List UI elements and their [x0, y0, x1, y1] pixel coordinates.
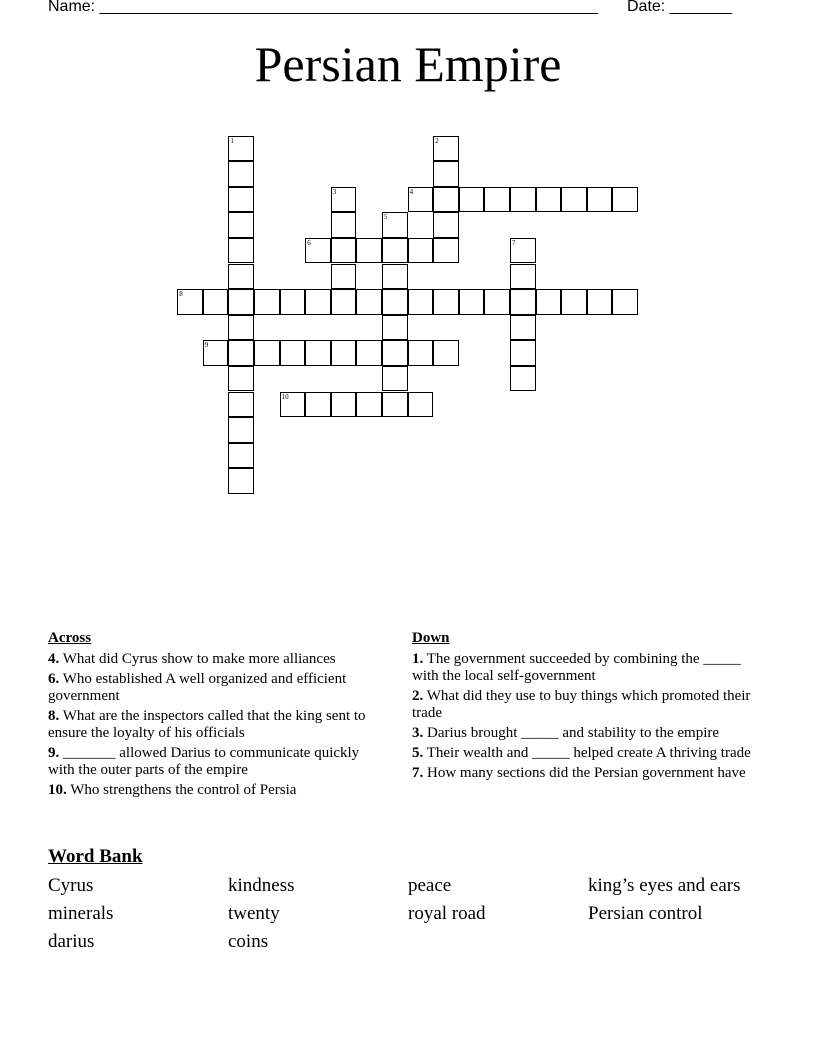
word-bank-item: darius: [48, 931, 95, 952]
crossword-cell[interactable]: [484, 289, 510, 315]
down-clues: [412, 630, 752, 785]
crossword-cell[interactable]: [356, 392, 382, 418]
crossword-cell[interactable]: [510, 289, 536, 315]
crossword-cell[interactable]: [433, 340, 459, 366]
crossword-cell[interactable]: [228, 161, 254, 187]
crossword-cell[interactable]: [228, 468, 254, 494]
crossword-cell[interactable]: [228, 417, 254, 443]
crossword-cell[interactable]: [408, 187, 434, 213]
clue-number: 7: [512, 238, 516, 247]
crossword-cell[interactable]: [382, 340, 408, 366]
crossword-cell[interactable]: [382, 238, 408, 264]
crossword-cell[interactable]: [228, 443, 254, 469]
crossword-cell[interactable]: [408, 289, 434, 315]
crossword-cell[interactable]: [612, 289, 638, 315]
across-heading: Across: [48, 630, 92, 646]
crossword-cell[interactable]: [561, 289, 587, 315]
crossword-cell[interactable]: [331, 238, 357, 264]
crossword-cell[interactable]: [382, 264, 408, 290]
crossword-cell[interactable]: [382, 392, 408, 418]
crossword-cell[interactable]: [254, 340, 280, 366]
clue-number: 8: [179, 290, 183, 299]
clue-down-2: 2. What did they use to buy things which promoted their trade: [412, 688, 751, 721]
crossword-cell[interactable]: [203, 289, 229, 315]
crossword-cell[interactable]: [510, 238, 536, 264]
crossword-cell[interactable]: [612, 187, 638, 213]
crossword-cell[interactable]: [510, 340, 536, 366]
crossword-cell[interactable]: [331, 264, 357, 290]
crossword-cell[interactable]: [356, 238, 382, 264]
crossword-cell[interactable]: [433, 161, 459, 187]
crossword-cell[interactable]: [510, 366, 536, 392]
crossword-cell[interactable]: [228, 264, 254, 290]
crossword-cell[interactable]: [433, 187, 459, 213]
crossword-cell[interactable]: [408, 392, 434, 418]
clue-down-3: 3. Darius brought _____ and stability to the empire: [412, 725, 720, 741]
crossword-cell[interactable]: [510, 264, 536, 290]
crossword-cell[interactable]: [382, 289, 408, 315]
clue-across-4: 4. What did Cyrus show to make more alliances: [48, 651, 336, 667]
crossword-cell[interactable]: [228, 187, 254, 213]
crossword-cell[interactable]: [331, 212, 357, 238]
clue-number: 3: [332, 187, 337, 196]
word-bank-item: Persian control: [588, 903, 703, 924]
clue-number: 5: [384, 213, 388, 222]
down-heading: Down: [412, 630, 450, 646]
word-bank-item: king’s eyes and ears: [588, 875, 741, 896]
clue-number: 10: [281, 392, 289, 401]
crossword-cell[interactable]: [228, 315, 254, 341]
name-field[interactable]: Name: ________________________________________________________: [48, 0, 598, 15]
word-bank-item: kindness: [228, 875, 295, 896]
crossword-cell[interactable]: [587, 187, 613, 213]
clue-number: 9: [204, 341, 209, 350]
crossword-cell[interactable]: [331, 187, 357, 213]
clue-number: 6: [307, 238, 311, 247]
crossword-cell[interactable]: [305, 392, 331, 418]
crossword-cell[interactable]: [305, 238, 331, 264]
crossword-cell[interactable]: [356, 340, 382, 366]
crossword-cell[interactable]: [382, 315, 408, 341]
page-title: Persian Empire: [254, 36, 562, 92]
clue-down-7: 7. How many sections did the Persian government have: [412, 765, 746, 781]
crossword-cell[interactable]: [536, 187, 562, 213]
clue-across-6: 6. Who established A well organized and efficient government: [48, 671, 347, 704]
word-bank-item: peace: [408, 875, 452, 896]
date-field[interactable]: Date: _______: [627, 0, 732, 15]
crossword-cell[interactable]: [433, 238, 459, 264]
crossword-cell[interactable]: [305, 289, 331, 315]
crossword-cell[interactable]: [280, 392, 306, 418]
crossword-cell[interactable]: [433, 136, 459, 162]
word-bank-heading: Word Bank: [48, 846, 143, 867]
crossword-cell[interactable]: [331, 392, 357, 418]
crossword-cell[interactable]: [228, 136, 254, 162]
crossword-cell[interactable]: [587, 289, 613, 315]
word-bank-item: royal road: [408, 903, 486, 924]
clue-number: 4: [409, 187, 414, 196]
clue-down-5: 5. Their wealth and _____ helped create A thriving trade: [412, 745, 751, 761]
crossword-cell[interactable]: [561, 187, 587, 213]
crossword-cell[interactable]: [433, 212, 459, 238]
crossword-cell[interactable]: [280, 340, 306, 366]
crossword-cell[interactable]: [228, 366, 254, 392]
crossword-cell[interactable]: [228, 392, 254, 418]
clue-across-9: 9. _______ allowed Darius to communicate quickly with the outer parts of the empire: [48, 745, 360, 778]
crossword-cell[interactable]: [331, 289, 357, 315]
word-bank-item: minerals: [48, 903, 114, 924]
crossword-cell[interactable]: [228, 238, 254, 264]
word-bank-item: coins: [228, 931, 269, 952]
crossword-cell[interactable]: [536, 289, 562, 315]
crossword-cell[interactable]: [228, 340, 254, 366]
crossword-cell[interactable]: [305, 340, 331, 366]
crossword-cell[interactable]: [177, 289, 203, 315]
across-clues: [48, 630, 388, 802]
crossword-cell[interactable]: [459, 289, 485, 315]
clue-across-10: 10. Who strengthens the control of Persia: [48, 782, 297, 798]
crossword-cell[interactable]: [408, 340, 434, 366]
clue-number: 1: [230, 136, 234, 145]
crossword-cell[interactable]: [280, 289, 306, 315]
word-bank-item: Cyrus: [48, 875, 94, 896]
clue-down-1: 1. The government succeeded by combining the _____ with the local self-government: [412, 651, 741, 684]
crossword-cell[interactable]: [408, 238, 434, 264]
crossword-cell[interactable]: [459, 187, 485, 213]
crossword-cell[interactable]: [510, 187, 536, 213]
clue-across-8: 8. What are the inspectors called that the king sent to ensure the loyalty of his officials: [48, 708, 366, 741]
crossword-cell[interactable]: [382, 212, 408, 238]
crossword-cell[interactable]: [484, 187, 510, 213]
crossword-cell[interactable]: [254, 289, 280, 315]
crossword-cell[interactable]: [510, 315, 536, 341]
crossword-cell[interactable]: [433, 289, 459, 315]
crossword-cell[interactable]: [382, 366, 408, 392]
crossword-cell[interactable]: [203, 340, 229, 366]
crossword-cell[interactable]: [228, 289, 254, 315]
word-bank-item: twenty: [228, 903, 280, 924]
crossword-cell[interactable]: [356, 289, 382, 315]
crossword-cell[interactable]: [331, 340, 357, 366]
crossword-cell[interactable]: [228, 212, 254, 238]
clue-number: 2: [435, 136, 439, 145]
